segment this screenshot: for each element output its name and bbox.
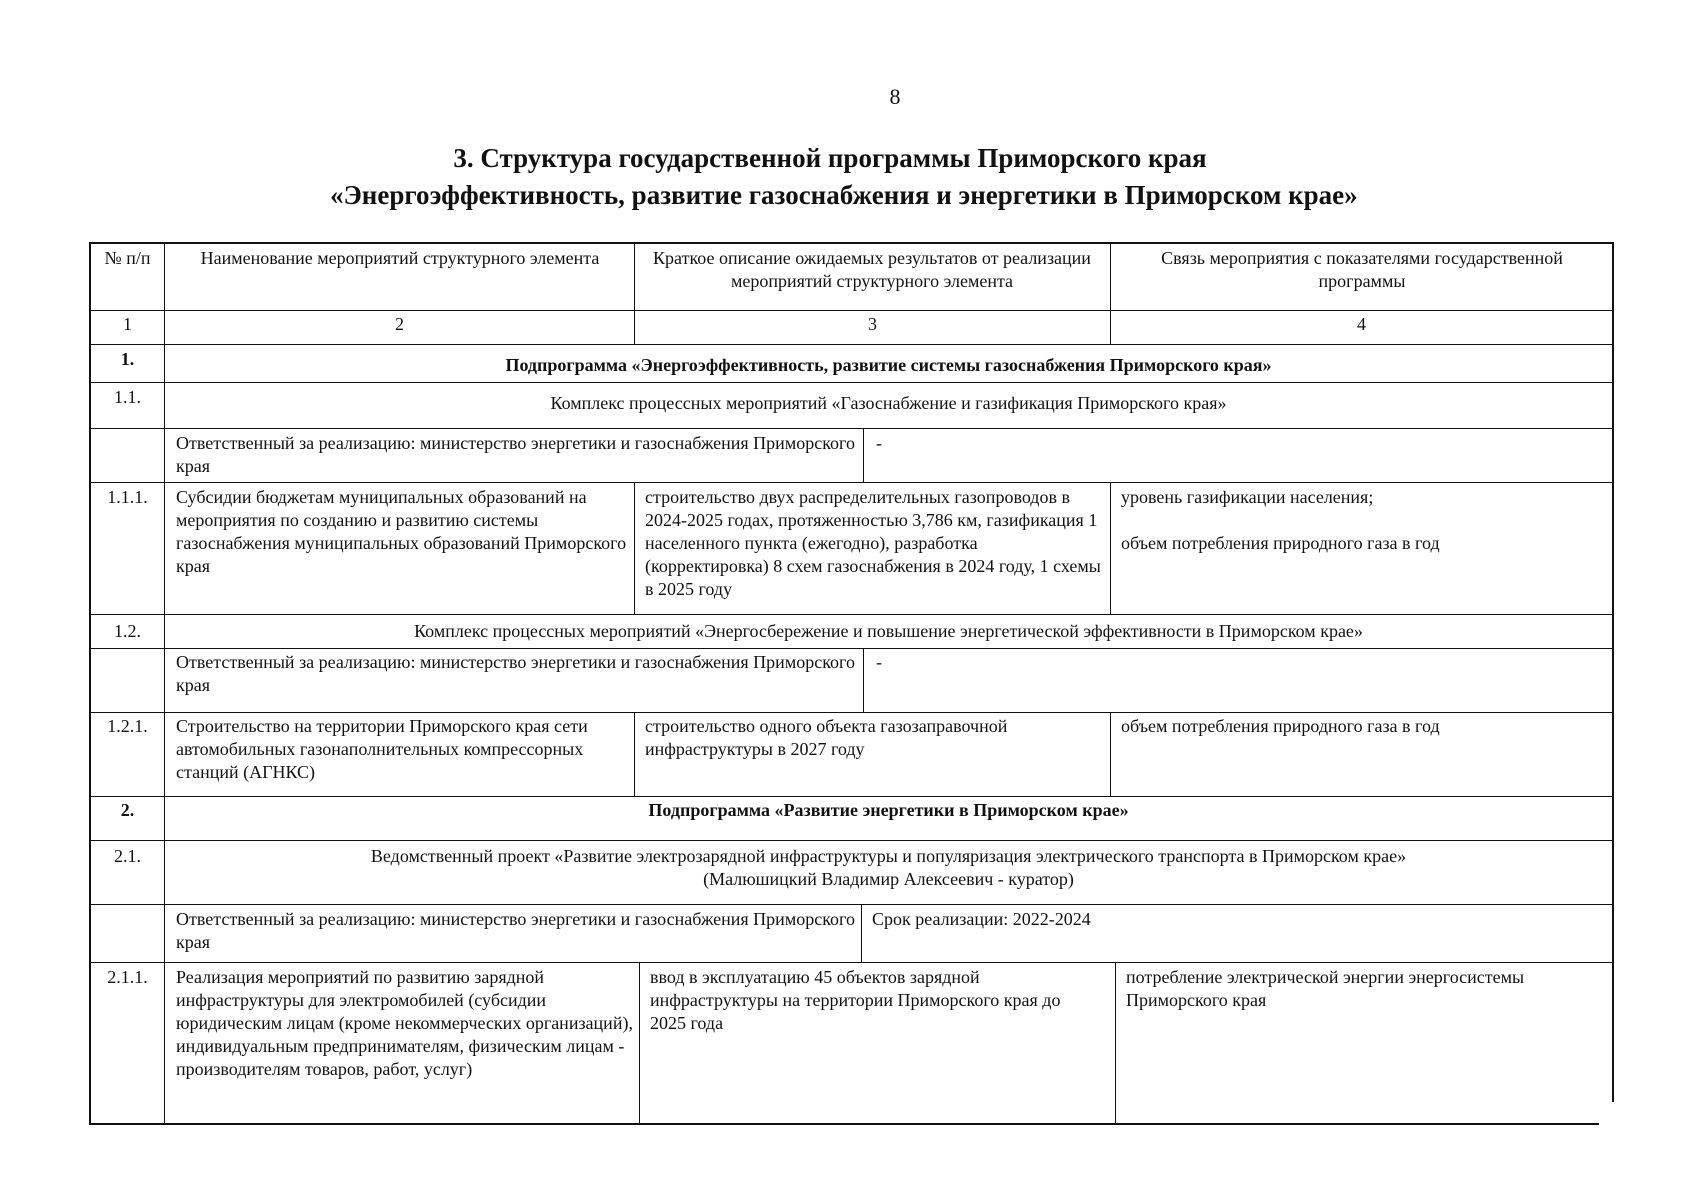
column-number-1: 1 (123, 314, 132, 334)
row-1-2-1-name: Строительство на территории Приморского края сети автомобильных газонаполнительных компрессорных станций (АГНКС) (176, 716, 588, 782)
complex-1-1-responsible-value: - (876, 433, 882, 453)
grid-line (89, 904, 1614, 905)
complex-1-2-title: Комплекс процессных мероприятий «Энергосбережение и повышение энергетической эффективности в Приморском крае» (414, 621, 1363, 641)
grid-line (634, 712, 635, 796)
header-indicator-link: Связь мероприятия с показателями государственной программы (1161, 248, 1563, 291)
project-2-1-curator: (Малюшицкий Владимир Алексеевич - куратор) (703, 869, 1074, 889)
row-1-1-1-name: Субсидии бюджетам муниципальных образований на мероприятия по созданию и развитию системы газоснабжения муниципальных образований Приморского края (176, 487, 627, 576)
title-line-1: 3. Структура государственной программы Приморского края (453, 143, 1207, 173)
column-number-4: 4 (1357, 314, 1366, 334)
row-1-1-1-indicator-2: объем потребления природного газа в год (1121, 533, 1440, 553)
row-2-1-1-number: 2.1.1. (107, 967, 148, 987)
complex-1-2-number: 1.2. (114, 621, 141, 641)
grid-line (89, 382, 1614, 383)
row-1-1-1-indicator-1: уровень газификации населения; (1121, 487, 1374, 507)
row-2-1-1-description: ввод в эксплуатацию 45 объектов зарядной инфраструктуры на территории Приморского края до 2025 года (650, 967, 1061, 1033)
grid-line (89, 482, 1614, 483)
header-description: Краткое описание ожидаемых результатов от реализации мероприятий структурного элемента (653, 248, 1091, 291)
grid-line (861, 904, 862, 962)
subprogram-2-title: Подпрограмма «Развитие энергетики в Приморском крае» (648, 800, 1129, 820)
row-1-2-1-description: строительство одного объекта газозаправочной инфраструктуры в 2027 году (645, 716, 1008, 759)
grid-line (89, 344, 1614, 345)
header-name: Наименование мероприятий структурного элемента (200, 248, 600, 268)
project-2-1-term: Срок реализации: 2022-2024 (872, 909, 1091, 929)
grid-line (89, 428, 1614, 429)
grid-line (634, 482, 635, 614)
table-border-bottom (89, 1123, 1599, 1125)
project-2-1-number: 2.1. (114, 846, 141, 866)
grid-line (863, 648, 864, 712)
row-2-1-1-indicator: потребление электрической энергии энергосистемы Приморского края (1126, 967, 1525, 1010)
table-border-left (89, 242, 91, 1125)
grid-line (1110, 482, 1111, 614)
grid-line (89, 712, 1614, 713)
project-2-1-responsible: Ответственный за реализацию: министерство энергетики и газоснабжения Приморского края (176, 909, 855, 952)
grid-line (863, 428, 864, 482)
complex-1-1-responsible: Ответственный за реализацию: министерство энергетики и газоснабжения Приморского края (176, 433, 855, 476)
row-1-1-1-number: 1.1.1. (107, 487, 148, 507)
grid-line (89, 648, 1614, 649)
subprogram-2-number: 2. (120, 800, 135, 820)
header-number: № п/п (104, 248, 151, 268)
grid-line (89, 614, 1614, 615)
subprogram-1-number: 1. (120, 349, 135, 369)
table-border-top (89, 242, 1614, 244)
grid-line (1115, 962, 1116, 1125)
title-line-2: «Энергоэффективность, развитие газоснабжения и энергетики в Приморском крае» (330, 180, 1358, 210)
grid-line (1110, 712, 1111, 796)
complex-1-2-responsible: Ответственный за реализацию: министерство энергетики и газоснабжения Приморского края (176, 652, 855, 695)
page-number: 8 (889, 84, 901, 109)
table-border-right (1612, 242, 1614, 1102)
row-2-1-1-name: Реализация мероприятий по развитию зарядной инфраструктуры для электромобилей (субсидии юридическим лицам (кроме некоммерческих организаций), индивидуальным предпринимателям, физическим лицам - производителям товаров, работ, услуг) (176, 967, 633, 1079)
complex-1-1-title: Комплекс процессных мероприятий «Газоснабжение и газификация Приморского края» (550, 393, 1227, 413)
grid-line (89, 962, 1614, 963)
document-title (330, 140, 1358, 214)
column-number-3: 3 (868, 314, 877, 334)
complex-1-1-number: 1.1. (114, 387, 141, 407)
column-number-2: 2 (395, 314, 404, 334)
complex-1-2-responsible-value: - (876, 652, 882, 672)
row-1-1-1-description: строительство двух распределительных газопроводов в 2024-2025 годах, протяженностью 3,786 км, газификация 1 населенного пункта (ежегодно), разработка (корректировка) 8 схем газоснабжения в 2024 году, 1 схемы в 2025 году (645, 487, 1101, 599)
row-1-2-1-number: 1.2.1. (107, 716, 148, 736)
project-2-1-title: Ведомственный проект «Развитие электрозарядной инфраструктуры и популяризация электрического транспорта в Приморском крае» (370, 846, 1407, 866)
grid-line (89, 310, 1614, 311)
grid-line (89, 840, 1614, 841)
grid-line (89, 796, 1614, 797)
row-1-2-1-indicator: объем потребления природного газа в год (1121, 716, 1440, 736)
subprogram-1-title: Подпрограмма «Энергоэффективность, развитие системы газоснабжения Приморского края» (505, 355, 1272, 375)
grid-line (639, 962, 640, 1125)
